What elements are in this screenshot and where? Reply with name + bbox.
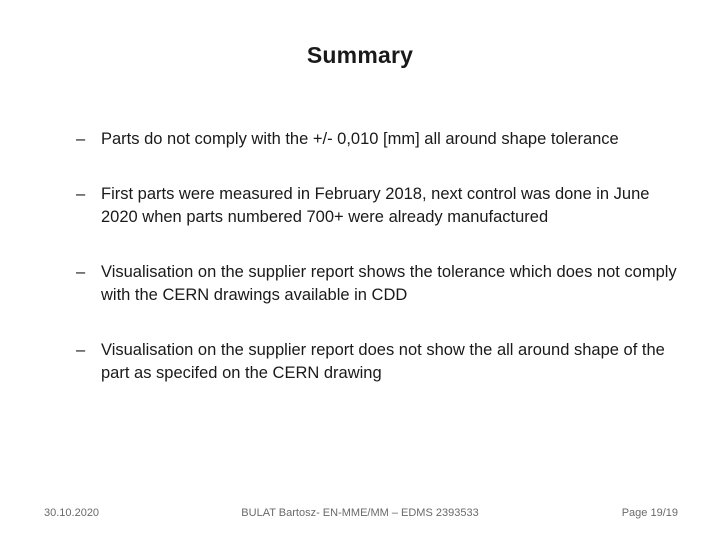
- bullet-item: [76, 128, 686, 151]
- bullet-item: [76, 261, 686, 307]
- bullet-text: First parts were measured in February 2018, next control was done in June 2020 when parts numbered 700+ were already manufactured: [101, 185, 650, 226]
- bullet-marker: –: [76, 263, 86, 281]
- bullet-marker: –: [76, 341, 86, 359]
- footer-date: 30.10.2020: [44, 507, 100, 519]
- bullet-text: Visualisation on the supplier report does not show the all around shape of the part as specifed on the CERN drawing: [101, 341, 665, 382]
- footer-page-number: Page 19/19: [621, 507, 678, 519]
- bullet-marker: –: [76, 185, 86, 203]
- footer-author: BULAT Bartosz- EN-MME/MM – EDMS 2393533: [241, 507, 479, 519]
- bullet-item: [76, 183, 686, 229]
- bullet-marker: –: [76, 130, 86, 148]
- bullet-item: [76, 339, 686, 385]
- slide-title: Summary: [306, 42, 414, 68]
- bullet-list: [76, 128, 686, 417]
- bullet-text: Visualisation on the supplier report shows the tolerance which does not comply with the CERN drawings available in CDD: [101, 263, 677, 304]
- bullet-text: Parts do not comply with the +/- 0,010 [mm] all around shape tolerance: [101, 130, 619, 148]
